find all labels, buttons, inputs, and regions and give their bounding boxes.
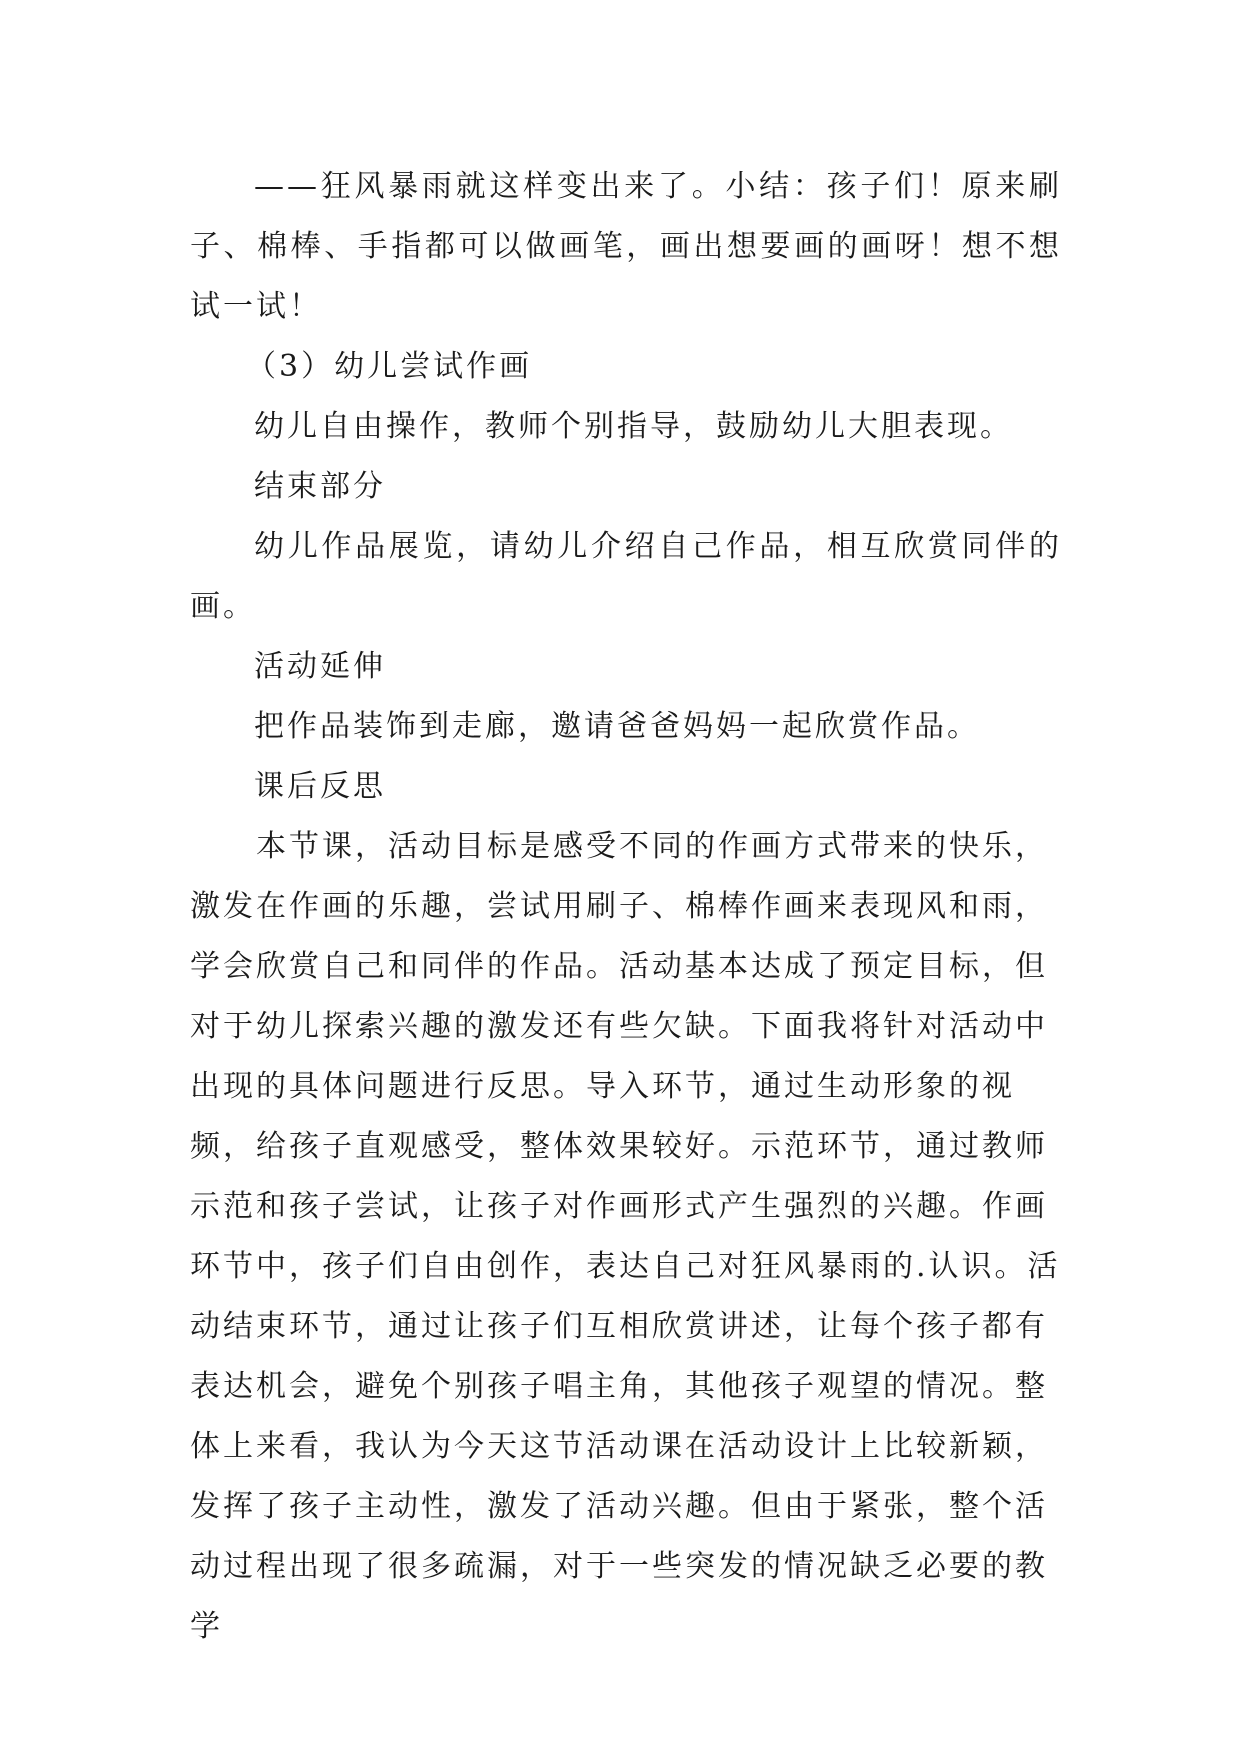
section-extension-heading: 活动延伸 — [254, 649, 386, 684]
paragraph-extension: 把作品装饰到走廊，邀请爸爸妈妈一起欣赏作品。 — [254, 709, 980, 744]
section-reflection-heading: 课后反思 — [254, 769, 386, 804]
paragraph-exhibition: 幼儿作品展览，请幼儿介绍自己作品，相互欣赏同伴的画。 — [190, 529, 1062, 624]
section-step-3-heading: （3）幼儿尝试作画 — [246, 349, 533, 384]
section-ending-heading: 结束部分 — [254, 469, 386, 504]
paragraph-summary: ——狂风暴雨就这样变出来了。小结：孩子们！原来刷子、棉棒、手指都可以做画笔，画出想要画的画呀！想不想试一试！ — [190, 169, 1062, 324]
paragraph-free-practice: 幼儿自由操作，教师个别指导，鼓励幼儿大胆表现。 — [254, 409, 1013, 444]
paragraph-reflection: 本节课，活动目标是感受不同的作画方式带来的快乐，激发在作画的乐趣，尝试用刷子、棉棒作画来表现风和雨，学会欣赏自己和同伴的作品。活动基本达成了预定目标，但对于幼儿探索兴趣的激发还有些欠缺。下面我将针对活动中出现的具体问题进行反思。导入环节，通过生动形象的视频，给孩子直观感受，整体效果较好。示范环节，通过教师示范和孩子尝试，让孩子对作画形式产生强烈的兴趣。作画环节中，孩子们自由创作，表达自己对狂风暴雨的.认识。活动结束环节，通过让孩子们互相欣赏讲述，让每个孩子都有表达机会，避免个别孩子唱主角，其他孩子观望的情况。整体上来看，我认为今天这节活动课在活动设计上比较新颖，发挥了孩子主动性，激发了活动兴趣。但由于紧张，整个活动过程出现了很多疏漏，对于一些突发的情况缺乏必要的教学 — [190, 829, 1061, 1644]
document-body — [190, 157, 1062, 1657]
